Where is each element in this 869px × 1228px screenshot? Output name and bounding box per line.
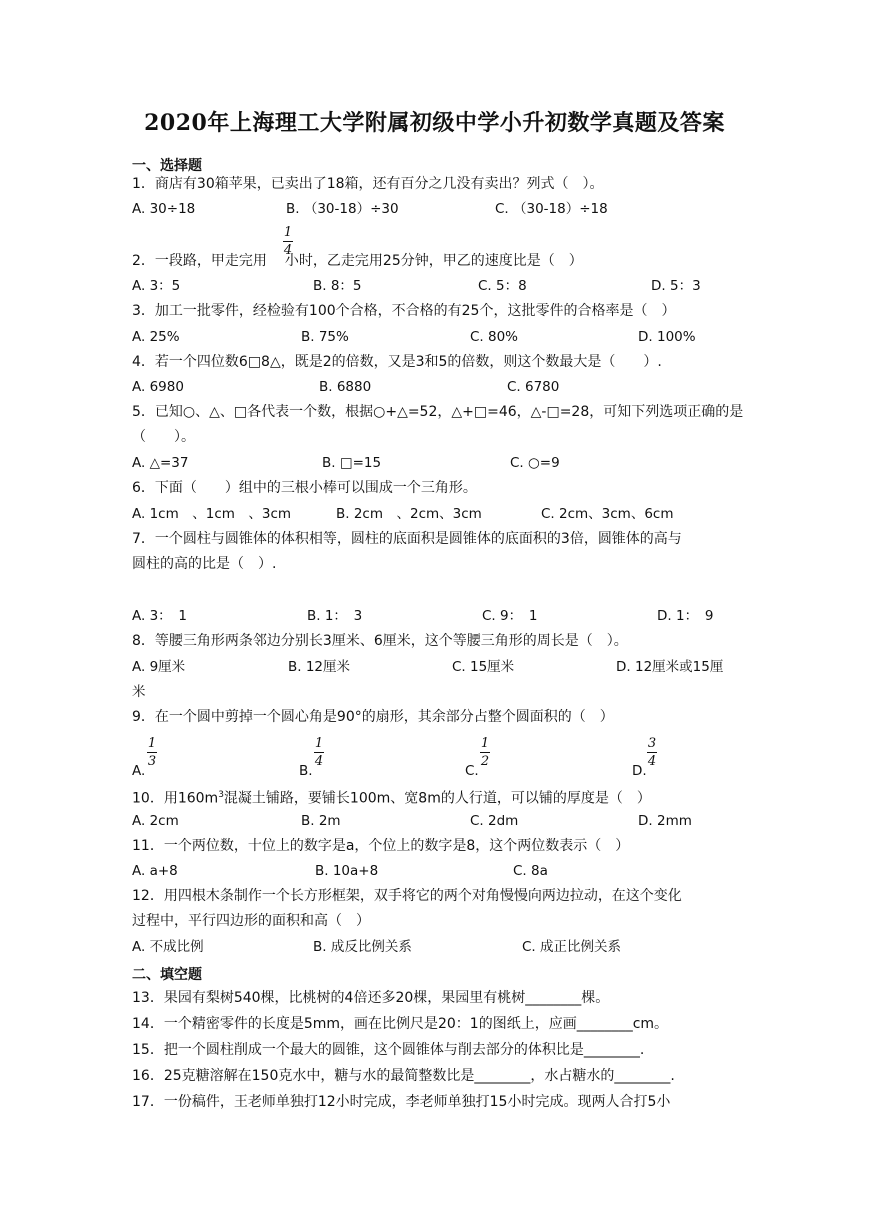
question-4: 4．若一个四位数6□8△，既是2的倍数，又是3和5的倍数，则这个数最大是（ ）. — [132, 354, 662, 370]
fraction-bar — [314, 752, 324, 753]
question-7-line-1: 7．一个圆柱与圆锥体的体积相等，圆柱的底面积是圆锥体的底面积的3倍，圆锥体的高与 — [132, 531, 682, 547]
q1-option-c: C. （30-18）÷18 — [495, 201, 608, 217]
q10-option-c: C. 2dm — [470, 813, 519, 829]
q2-option-b: B. 8：5 — [313, 278, 362, 294]
q2-text-before: 2．一段路，甲走完用 — [132, 253, 267, 269]
q1-option-b: B. （30-18）÷30 — [286, 201, 399, 217]
question-17: 17．一份稿件，王老师单独打12小时完成，李老师单独打15小时完成。现两人合打5小 — [132, 1094, 671, 1110]
q2-fraction-denominator: 4 — [283, 243, 293, 258]
q7-option-b: B. 1： 3 — [307, 608, 363, 624]
q9-option-b-numerator: 1 — [314, 736, 324, 751]
page-title: 2020年上海理工大学附属初级中学小升初数学真题及答案 — [144, 110, 725, 136]
question-12-line-1: 12．用四根木条制作一个长方形框架，双手将它的两个对角慢慢向两边拉动，在这个变化 — [132, 888, 682, 904]
q1-option-a: A. 30÷18 — [132, 201, 196, 217]
q8-option-d-wrap: 米 — [132, 684, 146, 700]
section-heading-fill-in: 二、填空题 — [132, 967, 202, 983]
q9-option-c-numerator: 1 — [480, 736, 490, 751]
q5-option-c: C. ○=9 — [510, 455, 560, 471]
fraction-bar — [480, 752, 490, 753]
question-8: 8．等腰三角形两条邻边分别长3厘米、6厘米，这个等腰三角形的周长是（ ）。 — [132, 633, 628, 649]
question-5-line-2: （ ）。 — [132, 429, 195, 445]
q6-option-b: B. 2cm 、2cm、3cm — [336, 506, 482, 522]
q9-option-a-denominator: 3 — [147, 754, 157, 769]
q4-option-a: A. 6980 — [132, 379, 184, 395]
question-9: 9．在一个圆中剪掉一个圆心角是90°的扇形，其余部分占整个圆面积的（ ） — [132, 709, 614, 725]
q11-option-a: A. a+8 — [132, 863, 178, 879]
q9-option-c-label: C. — [465, 763, 479, 779]
q10-option-d: D. 2mm — [638, 813, 692, 829]
q3-option-c: C. 80% — [470, 329, 519, 345]
q9-option-a-label: A. — [132, 763, 146, 779]
q9-option-c-denominator: 2 — [480, 754, 490, 769]
question-1: 1．商店有30箱苹果，已卖出了18箱，还有百分之几没有卖出？列式（ ）。 — [132, 176, 604, 192]
q12-option-c: C. 成正比例关系 — [522, 939, 622, 955]
question-3: 3．加工一批零件，经检验有100个合格，不合格的有25个，这批零件的合格率是（ ） — [132, 303, 676, 319]
q3-option-b: B. 75% — [301, 329, 349, 345]
question-13: 13．果园有梨树540棵，比桃树的4倍还多20棵，果园里有桃树________棵。 — [132, 990, 610, 1006]
question-15: 15．把一个圆柱削成一个最大的圆锥，这个圆锥体与削去部分的体积比是________. — [132, 1042, 645, 1058]
q9-option-d-fraction — [646, 737, 658, 768]
q2-fraction-numerator: 1 — [283, 225, 293, 240]
q12-option-b: B. 成反比例关系 — [313, 939, 412, 955]
q9-option-c-fraction — [479, 737, 491, 768]
q2-fraction — [282, 226, 294, 257]
q7-option-a: A. 3： 1 — [132, 608, 188, 624]
q9-option-b-fraction — [313, 737, 325, 768]
q2-option-a: A. 3：5 — [132, 278, 181, 294]
question-10 — [132, 786, 651, 808]
q12-option-a: A. 不成比例 — [132, 939, 204, 955]
q10-superscript: 3 — [218, 790, 224, 800]
q10-text-after: 混凝土铺路，要铺长100m、宽8m的人行道，可以铺的厚度是（ ） — [223, 790, 651, 807]
question-16: 16．25克糖溶解在150克水中，糖与水的最简整数比是________，水占糖水的________. — [132, 1068, 675, 1084]
q11-option-b: B. 10a+8 — [315, 863, 379, 879]
question-2 — [132, 252, 583, 270]
q10-option-b: B. 2m — [301, 813, 341, 829]
q9-option-a-numerator: 1 — [147, 736, 157, 751]
q5-option-b: B. □=15 — [322, 455, 382, 471]
q8-option-d: D. 12厘米或15厘 — [616, 659, 724, 675]
q9-option-d-denominator: 4 — [647, 754, 657, 769]
q2-option-c: C. 5：8 — [478, 278, 527, 294]
question-6: 6．下面（ ）组中的三根小棒可以围成一个三角形。 — [132, 480, 477, 496]
q4-option-c: C. 6780 — [507, 379, 560, 395]
q5-option-a: A. △=37 — [132, 455, 189, 471]
q7-option-d: D. 1： 9 — [657, 608, 714, 624]
fraction-bar — [647, 752, 657, 753]
q11-option-c: C. 8a — [513, 863, 548, 879]
question-5-line-1: 5．已知○、△、□各代表一个数，根据○+△=52，△+□=46，△-□=28，可知下列选项正确的是 — [132, 404, 744, 420]
q4-option-b: B. 6880 — [319, 379, 372, 395]
q9-option-b-label: B. — [299, 763, 313, 779]
q9-option-b-denominator: 4 — [314, 754, 324, 769]
q9-option-d-label: D. — [632, 763, 647, 779]
q2-option-d: D. 5：3 — [651, 278, 701, 294]
fraction-bar — [283, 241, 293, 242]
question-11: 11．一个两位数，十位上的数字是a，个位上的数字是8，这个两位数表示（ ） — [132, 838, 630, 854]
q6-option-c: C. 2cm、3cm、6cm — [541, 506, 674, 522]
q10-text-before: 10．用160m — [132, 790, 219, 807]
fraction-bar — [147, 752, 157, 753]
q8-option-a: A. 9厘米 — [132, 659, 186, 675]
q6-option-a: A. 1cm 、1cm 、3cm — [132, 506, 292, 522]
section-heading-choice: 一、选择题 — [132, 158, 202, 174]
q7-option-c: C. 9： 1 — [482, 608, 538, 624]
q8-option-b: B. 12厘米 — [288, 659, 351, 675]
q2-text-after: 小时，乙走完用25分钟，甲乙的速度比是（ ） — [284, 253, 583, 269]
question-14: 14．一个精密零件的长度是5mm，画在比例尺是20：1的图纸上，应画________cm。 — [132, 1016, 669, 1032]
q9-option-d-numerator: 3 — [647, 736, 657, 751]
q3-option-d: D. 100% — [638, 329, 696, 345]
q3-option-a: A. 25% — [132, 329, 180, 345]
question-12-line-2: 过程中，平行四边形的面积和高（ ） — [132, 913, 370, 929]
q9-option-a-fraction — [146, 737, 158, 768]
q10-option-a: A. 2cm — [132, 813, 179, 829]
q8-option-c: C. 15厘米 — [452, 659, 515, 675]
question-7-line-2: 圆柱的高的比是（ ）. — [132, 556, 277, 572]
